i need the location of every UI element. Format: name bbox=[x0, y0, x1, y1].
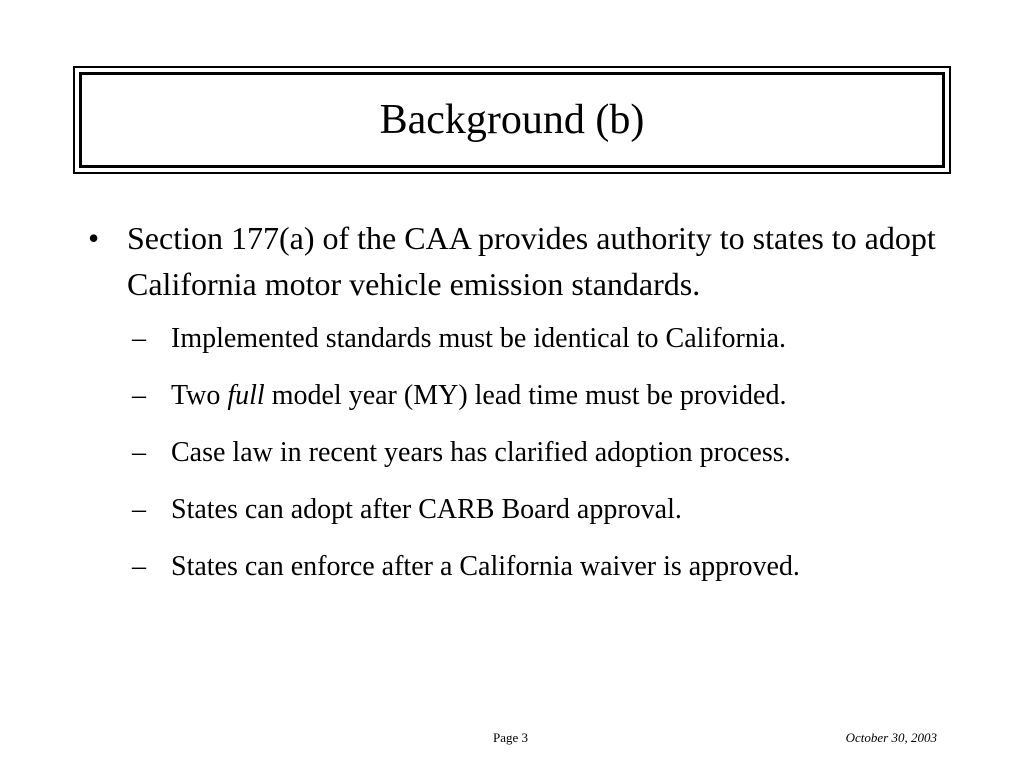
sub-bullet-item bbox=[132, 435, 948, 471]
title-frame-inner bbox=[79, 72, 945, 168]
sub-bullet-text-before: Two bbox=[171, 380, 228, 411]
sub-bullet-text: States can enforce after a California waiver is approved. bbox=[171, 551, 800, 582]
dash-marker: – bbox=[132, 380, 146, 411]
dash-marker: – bbox=[132, 323, 146, 354]
sub-bullet-list bbox=[88, 321, 948, 585]
sub-bullet-item bbox=[132, 321, 948, 357]
footer-date: October 30, 2003 bbox=[845, 730, 937, 745]
bullet-marker: • bbox=[88, 220, 100, 256]
sub-bullet-item bbox=[132, 492, 948, 528]
title-frame bbox=[73, 66, 951, 174]
sub-bullet-text: Implemented standards must be identical to California. bbox=[171, 323, 787, 354]
sub-bullet-item bbox=[132, 378, 948, 414]
slide-title: Background (b) bbox=[379, 97, 645, 143]
dash-marker: – bbox=[132, 494, 146, 525]
sub-bullet-emphasis: full bbox=[227, 380, 265, 411]
main-bullet-text: Section 177(a) of the CAA provides authority to states to adopt California motor vehicle emission standards. bbox=[127, 220, 936, 302]
sub-bullet-text-after: model year (MY) lead time must be provided. bbox=[264, 380, 787, 411]
dash-marker: – bbox=[132, 551, 146, 582]
footer-page-number: Page 3 bbox=[493, 730, 529, 745]
slide-content bbox=[88, 215, 948, 606]
sub-bullet-text: Case law in recent years has clarified adoption process. bbox=[171, 437, 791, 468]
sub-bullet-item bbox=[132, 549, 948, 585]
dash-marker: – bbox=[132, 437, 146, 468]
main-bullet bbox=[88, 215, 948, 307]
sub-bullet-text: States can adopt after CARB Board approval. bbox=[171, 494, 682, 525]
